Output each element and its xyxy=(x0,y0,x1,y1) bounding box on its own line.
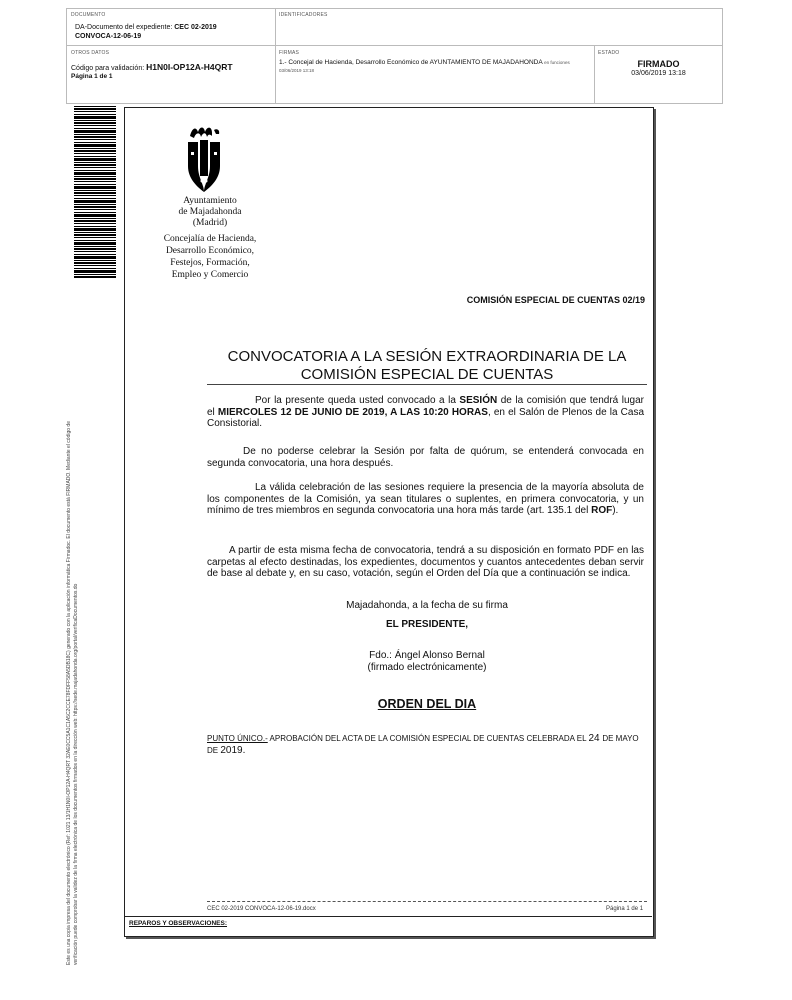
codigo-value: H1N0I-OP12A-H4QRT xyxy=(146,62,233,72)
conc-line2: Desarrollo Económico, xyxy=(165,246,255,256)
concejalia-name xyxy=(145,233,275,281)
footer-filename: CEC 02-2019 CONVOCA-12-06-19.docx xyxy=(207,906,316,912)
punto-label: PUNTO ÚNICO.- xyxy=(207,734,268,743)
codigo-prefix: Código para validación: xyxy=(71,65,147,72)
documento-cell xyxy=(67,9,276,46)
doc-value: CEC 02-2019 xyxy=(174,24,217,31)
firmas-cell xyxy=(276,46,595,103)
estado-date: 03/06/2019 13:18 xyxy=(631,70,686,77)
ayuntamiento-name xyxy=(145,196,275,229)
punto-text-c: 24 xyxy=(588,733,603,744)
ayto-line2: de Majadahonda xyxy=(178,207,242,217)
title-line1: CONVOCATORIA A LA SESIÓN EXTRAORDINARIA DE LA xyxy=(227,348,627,365)
doc-convoca: CONVOCA-12-06-19 xyxy=(75,33,142,40)
otros-datos-cell xyxy=(67,46,276,103)
paragraph-4: A partir de esta misma fecha de convocatoria, tendrá a su disposición en formato PDF en las carpetas al efecto destinadas, los expedientes, documentos y cuantos antecedentes deban servir de base al debate y, en su caso, votación, según el Orden del Día que a continuación se indica. xyxy=(207,545,644,580)
punto-text-d: DE MAYO DE xyxy=(207,734,639,755)
firma-date: 03/06/2019 13:18 xyxy=(279,68,315,73)
footer-page: Página 1 de 1 xyxy=(606,906,644,912)
p1-c: de la comisión que tendrá lugar el xyxy=(207,395,644,418)
estado-cell xyxy=(595,46,722,103)
paragraph-3 xyxy=(207,482,644,517)
paragraph-2: De no poderse celebrar la Sesión por falta de quórum, se entenderá convocada en segunda convocatoria, una hora después. xyxy=(207,446,644,469)
firma-suffix: en funciones xyxy=(544,60,570,65)
p3-a: La válida celebración de las sesiones requiere la presencia de la mayoría absoluta de los componentes de la Comisión, ya sean titulares o suplentes, en primera convocatoria, y un mínimo de tres miembros en segunda convocatoria una hora más tarde (art. 135.1 del xyxy=(207,482,644,517)
reparos-box xyxy=(124,916,652,935)
conc-line3: Festejos, Formación, xyxy=(170,258,250,268)
ayto-line1: Ayuntamiento xyxy=(183,196,237,206)
codigo-validacion xyxy=(71,62,233,72)
conc-line4: Empleo y Comercio xyxy=(171,270,249,280)
p1-d: MIERCOLES 12 DE JUNIO DE 2019, A LAS 10:20 HORAS xyxy=(217,406,488,418)
firma-line xyxy=(279,59,570,66)
p1-e: , en el Salón de Plenos de la Casa Consistorial. xyxy=(207,406,645,430)
paragraph-1 xyxy=(207,395,644,430)
p3-b: ROF xyxy=(591,505,613,517)
identificadores-label: IDENTIFICADORES xyxy=(279,12,328,18)
commission-ref: COMISIÓN ESPECIAL DE CUENTAS 02/19 xyxy=(466,295,645,305)
barcode xyxy=(74,106,116,278)
p1-b: SESIÓN xyxy=(459,395,498,406)
side-verification-note xyxy=(66,285,80,965)
document-page xyxy=(124,107,654,937)
estado-label: ESTADO xyxy=(598,50,620,56)
title-divider xyxy=(207,384,647,385)
title-line2: COMISIÓN ESPECIAL DE CUENTAS xyxy=(300,366,554,383)
punto-unico xyxy=(207,733,647,757)
signature-block xyxy=(207,650,647,674)
signer-note: (firmado electrónicamente) xyxy=(367,662,487,673)
punto-text-e: 2019. xyxy=(220,745,246,756)
pagina-indicator: Página 1 de 1 xyxy=(71,73,113,80)
identificadores-cell xyxy=(276,9,722,46)
side-note-line2: verificación puede comprobar la validez de la firma electrónica de los documentos firmados en la dirección web: https://sede.majadahonda.org/portal/verificaDocumentos.do xyxy=(73,583,79,965)
side-note-line1: Este es una copia impresa del documento electrónico (Ref: 1021 13/1H1N0I-OP12A-H4QRT 32AE0CC5A1C1A5C2CCE78FDFF58A5DB18C) generado con la aplicación informática Firmadoc. El documento está FIRMADO. Mediante el código de xyxy=(66,421,72,965)
punto-text-a: APROBACIÓN DEL ACTA DE LA COMISIÓN ESPECIAL DE CUENTAS CELEBRADA E xyxy=(267,734,583,743)
conc-line1: Concejalía de Hacienda, xyxy=(163,234,257,244)
p3-c: ). xyxy=(612,505,619,517)
footer-divider xyxy=(207,901,647,902)
punto-text-b: L xyxy=(582,734,589,743)
otros-datos-label: OTROS DATOS xyxy=(71,50,110,56)
doc-prefix: DA-Documento del expediente: xyxy=(75,24,175,31)
president-label: EL PRESIDENTE, xyxy=(385,619,469,630)
majadahonda-logo xyxy=(186,122,222,196)
signer-name: Fdo.: Ángel Alonso Bernal xyxy=(369,650,485,661)
reparos-label: REPAROS Y OBSERVACIONES: xyxy=(129,920,228,927)
place-date: Majadahonda, a la fecha de su firma xyxy=(346,600,508,611)
orden-title: ORDEN DEL DIA xyxy=(377,697,477,711)
firma-text: 1.- Concejal de Hacienda, Desarrollo Económico de AYUNTAMIENTO DE MAJADAHONDA xyxy=(279,59,543,66)
p1-a: Por la presente queda usted convocado a la xyxy=(255,395,460,406)
documento-label: DOCUMENTO xyxy=(71,12,106,18)
firmas-label: FIRMAS xyxy=(279,50,300,56)
doc-expediente xyxy=(75,24,217,31)
page-title xyxy=(207,348,647,384)
ayto-line3: (Madrid) xyxy=(192,218,228,228)
estado-value: FIRMADO xyxy=(637,59,680,69)
document-header xyxy=(66,8,723,104)
